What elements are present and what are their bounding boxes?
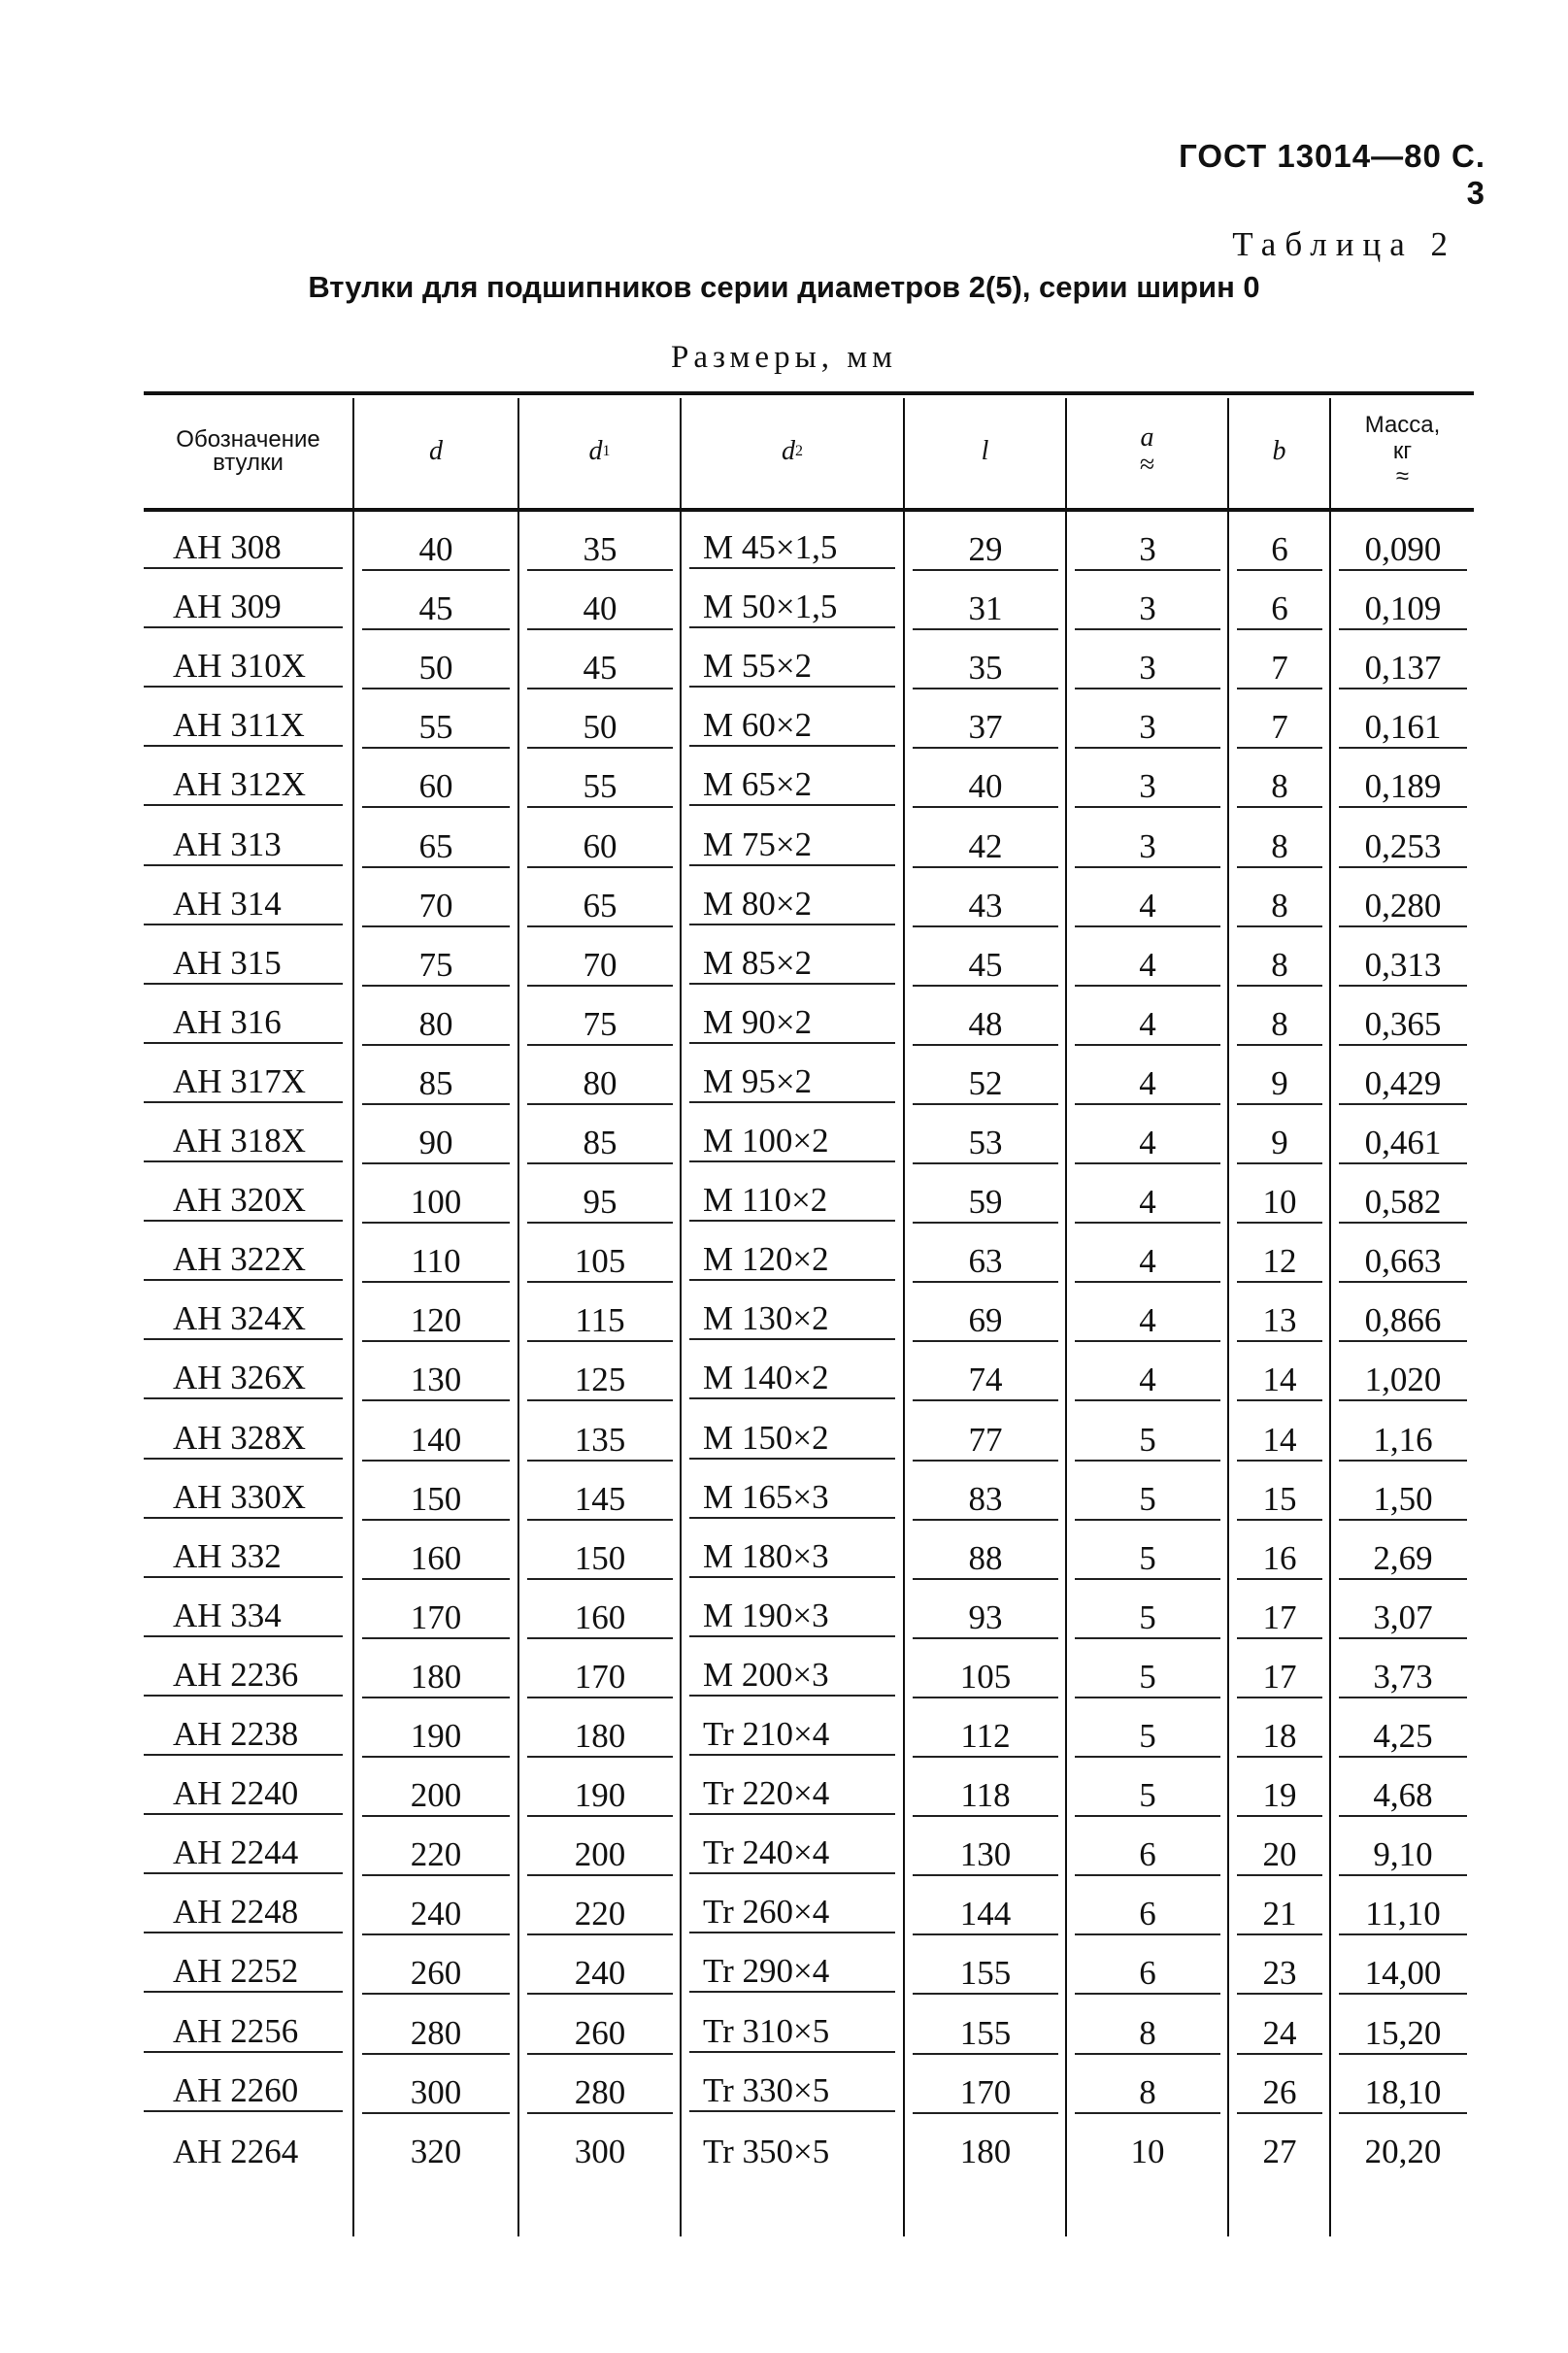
table-row	[144, 756, 1474, 815]
table-row	[144, 519, 1474, 578]
cell-d: 120	[362, 1290, 510, 1342]
cell-l: 42	[913, 816, 1058, 868]
cell-a: 10	[1130, 2132, 1165, 2170]
cell-l: 52	[913, 1053, 1058, 1105]
cell-b: 19	[1237, 1765, 1322, 1817]
table-top-rule	[144, 391, 1474, 395]
cell-b: 9	[1237, 1112, 1322, 1164]
cell-a: 4	[1075, 934, 1220, 987]
cell-b: 6	[1237, 519, 1322, 571]
cell-d1: 170	[527, 1646, 673, 1698]
cell-d2: М 110×2	[689, 1171, 895, 1222]
cell-d1: 115	[527, 1290, 673, 1342]
cell-l: 59	[913, 1171, 1058, 1224]
cell-designation: АН 332	[144, 1528, 343, 1578]
cell-b: 10	[1237, 1171, 1322, 1224]
cell-a: 5	[1075, 1528, 1220, 1580]
cell-d: 40	[362, 519, 510, 571]
cell-l: 144	[913, 1883, 1058, 1935]
cell-mass: 20,20	[1364, 2132, 1442, 2170]
cell-b: 15	[1237, 1468, 1322, 1521]
table-row	[144, 2062, 1474, 2121]
table-row	[144, 2121, 1474, 2180]
cell-d1: 75	[527, 993, 673, 1046]
cell-d2: М 150×2	[689, 1409, 895, 1460]
cell-d1: 50	[527, 696, 673, 749]
table-row	[144, 1112, 1474, 1171]
cell-mass: 4,25	[1339, 1705, 1467, 1758]
cell-designation: АН 2244	[144, 1824, 343, 1874]
cell-d: 50	[362, 637, 510, 689]
cell-l: 29	[913, 519, 1058, 571]
cell-b: 24	[1237, 2002, 1322, 2055]
table-row	[144, 696, 1474, 756]
cell-mass: 0,313	[1339, 934, 1467, 987]
cell-d: 60	[362, 756, 510, 808]
cell-a: 6	[1075, 1942, 1220, 1995]
cell-b: 17	[1237, 1646, 1322, 1698]
cell-mass: 1,50	[1339, 1468, 1467, 1521]
cell-d1: 60	[527, 816, 673, 868]
table-row	[144, 1171, 1474, 1230]
cell-mass: 0,866	[1339, 1290, 1467, 1342]
cell-d1: 200	[527, 1824, 673, 1876]
header-mass-line2: кг	[1392, 437, 1413, 464]
table-row	[144, 1705, 1474, 1765]
header-a-approx: ≈	[1139, 450, 1155, 480]
cell-d: 90	[362, 1112, 510, 1164]
cell-a: 5	[1075, 1646, 1220, 1698]
cell-a: 3	[1075, 519, 1220, 571]
cell-d2: М 45×1,5	[689, 519, 895, 569]
cell-designation: АН 312Х	[144, 756, 343, 806]
header-a-symbol: a	[1140, 422, 1154, 453]
cell-l: 63	[913, 1230, 1058, 1283]
cell-d1: 85	[527, 1112, 673, 1164]
cell-d: 150	[362, 1468, 510, 1521]
cell-l: 112	[913, 1705, 1058, 1758]
table-row	[144, 1468, 1474, 1528]
cell-d2: Tr 220×4	[689, 1765, 895, 1815]
cell-b: 20	[1237, 1824, 1322, 1876]
cell-mass: 15,20	[1339, 2002, 1467, 2055]
cell-d: 85	[362, 1053, 510, 1105]
header-a	[1067, 398, 1227, 505]
cell-d: 320	[410, 2132, 462, 2170]
cell-a: 5	[1075, 1705, 1220, 1758]
cell-l: 74	[913, 1349, 1058, 1401]
header-b-symbol: b	[1272, 436, 1286, 466]
cell-mass: 1,020	[1339, 1349, 1467, 1401]
cell-mass: 4,68	[1339, 1765, 1467, 1817]
cell-d: 140	[362, 1409, 510, 1462]
cell-mass: 14,00	[1339, 1942, 1467, 1995]
cell-d1: 190	[527, 1765, 673, 1817]
cell-b: 23	[1237, 1942, 1322, 1995]
cell-designation: АН 313	[144, 816, 343, 866]
header-d1-symbol: d	[588, 436, 603, 466]
cell-mass: 0,189	[1339, 756, 1467, 808]
header-d1-subscript: 1	[602, 443, 611, 459]
cell-mass: 0,161	[1339, 696, 1467, 749]
table-row	[144, 1883, 1474, 1942]
header-l-symbol: l	[981, 436, 989, 466]
cell-mass: 3,73	[1339, 1646, 1467, 1698]
cell-d2: М 80×2	[689, 875, 895, 925]
header-d	[354, 398, 517, 505]
cell-b: 14	[1237, 1349, 1322, 1401]
cell-mass: 0,429	[1339, 1053, 1467, 1105]
cell-b: 13	[1237, 1290, 1322, 1342]
table-row	[144, 578, 1474, 637]
cell-d1: 135	[527, 1409, 673, 1462]
cell-d1: 260	[527, 2002, 673, 2055]
cell-d2: Tr 260×4	[689, 1883, 895, 1933]
cell-b: 8	[1237, 993, 1322, 1046]
cell-a: 4	[1075, 1112, 1220, 1164]
cell-designation: АН 320Х	[144, 1171, 343, 1222]
cell-mass: 0,090	[1339, 519, 1467, 571]
cell-d: 190	[362, 1705, 510, 1758]
cell-l: 155	[913, 1942, 1058, 1995]
cell-d2: Tr 290×4	[689, 1942, 895, 1993]
header-d2	[682, 398, 903, 505]
cell-l: 43	[913, 875, 1058, 927]
cell-d1: 40	[527, 578, 673, 630]
cell-d1: 35	[527, 519, 673, 571]
cell-b: 27	[1262, 2132, 1297, 2170]
cell-b: 7	[1237, 696, 1322, 749]
cell-mass: 9,10	[1339, 1824, 1467, 1876]
cell-l: 45	[913, 934, 1058, 987]
cell-b: 26	[1237, 2062, 1322, 2114]
cell-l: 48	[913, 993, 1058, 1046]
cell-designation: АН 310Х	[144, 637, 343, 688]
cell-b: 9	[1237, 1053, 1322, 1105]
cell-d1: 160	[527, 1587, 673, 1639]
cell-d2: Tr 240×4	[689, 1824, 895, 1874]
cell-mass: 0,582	[1339, 1171, 1467, 1224]
cell-b: 14	[1237, 1409, 1322, 1462]
cell-d: 280	[362, 2002, 510, 2055]
table-row	[144, 1646, 1474, 1705]
cell-designation: АН 311Х	[144, 696, 343, 747]
cell-d2: М 55×2	[689, 637, 895, 688]
cell-l: 118	[913, 1765, 1058, 1817]
page-header: ГОСТ 13014—80 С. 3	[1179, 138, 1485, 211]
cell-d1: 150	[527, 1528, 673, 1580]
cell-l: 40	[913, 756, 1058, 808]
cell-d1: 180	[527, 1705, 673, 1758]
cell-a: 4	[1075, 993, 1220, 1046]
cell-a: 8	[1075, 2002, 1220, 2055]
cell-d2: М 65×2	[689, 756, 895, 806]
cell-b: 6	[1237, 578, 1322, 630]
cell-d2: М 85×2	[689, 934, 895, 985]
cell-d2: Tr 330×5	[689, 2062, 895, 2112]
cell-designation: АН 309	[144, 578, 343, 628]
header-bottom-rule	[144, 508, 1474, 512]
cell-d1: 145	[527, 1468, 673, 1521]
cell-a: 8	[1075, 2062, 1220, 2114]
cell-a: 3	[1075, 816, 1220, 868]
cell-mass: 3,07	[1339, 1587, 1467, 1639]
header-l	[905, 398, 1065, 505]
cell-d: 160	[362, 1528, 510, 1580]
cell-designation: АН 322Х	[144, 1230, 343, 1281]
cell-designation: АН 324Х	[144, 1290, 343, 1340]
cell-a: 4	[1075, 1171, 1220, 1224]
table-row	[144, 1765, 1474, 1824]
cell-a: 4	[1075, 1053, 1220, 1105]
cell-d1: 280	[527, 2062, 673, 2114]
cell-d: 100	[362, 1171, 510, 1224]
cell-designation: АН 2260	[144, 2062, 343, 2112]
cell-l: 37	[913, 696, 1058, 749]
cell-d2: Tr 310×5	[689, 2002, 895, 2053]
table-row	[144, 637, 1474, 696]
cell-d: 240	[362, 1883, 510, 1935]
cell-a: 5	[1075, 1409, 1220, 1462]
cell-l: 31	[913, 578, 1058, 630]
cell-d: 75	[362, 934, 510, 987]
cell-d1: 45	[527, 637, 673, 689]
cell-a: 5	[1075, 1468, 1220, 1521]
cell-d2: М 140×2	[689, 1349, 895, 1399]
cell-mass: 0,137	[1339, 637, 1467, 689]
table-row	[144, 1409, 1474, 1468]
cell-d: 55	[362, 696, 510, 749]
table-row	[144, 2002, 1474, 2062]
cell-d: 220	[362, 1824, 510, 1876]
cell-designation: АН 2252	[144, 1942, 343, 1993]
cell-b: 7	[1237, 637, 1322, 689]
cell-a: 4	[1075, 1290, 1220, 1342]
cell-designation: АН 2264	[173, 2132, 299, 2170]
table-row	[144, 1824, 1474, 1883]
cell-d2: М 100×2	[689, 1112, 895, 1162]
header-d-symbol: d	[429, 436, 443, 466]
cell-a: 3	[1075, 696, 1220, 749]
cell-b: 12	[1237, 1230, 1322, 1283]
cell-a: 4	[1075, 1349, 1220, 1401]
cell-designation: АН 328Х	[144, 1409, 343, 1460]
cell-designation: АН 2248	[144, 1883, 343, 1933]
cell-l: 105	[913, 1646, 1058, 1698]
cell-b: 8	[1237, 816, 1322, 868]
header-designation-line1: Обозначение	[176, 426, 320, 453]
table-row	[144, 1528, 1474, 1587]
cell-b: 8	[1237, 934, 1322, 987]
cell-designation: АН 314	[144, 875, 343, 925]
cell-d1: 105	[527, 1230, 673, 1283]
cell-d: 180	[362, 1646, 510, 1698]
header-mass-approx: ≈	[1395, 463, 1410, 490]
cell-d1: 65	[527, 875, 673, 927]
cell-d2: М 180×3	[689, 1528, 895, 1578]
table-row	[144, 1942, 1474, 2001]
cell-d: 130	[362, 1349, 510, 1401]
cell-a: 5	[1075, 1765, 1220, 1817]
cell-a: 5	[1075, 1587, 1220, 1639]
header-designation	[144, 398, 352, 505]
header-designation-line2: втулки	[213, 450, 284, 476]
cell-mass: 0,280	[1339, 875, 1467, 927]
cell-d2: М 165×3	[689, 1468, 895, 1519]
cell-d: 300	[362, 2062, 510, 2114]
table-row	[144, 1290, 1474, 1349]
cell-d2: М 95×2	[689, 1053, 895, 1103]
cell-d: 260	[362, 1942, 510, 1995]
cell-l: 180	[959, 2132, 1012, 2170]
cell-d1: 220	[527, 1883, 673, 1935]
cell-b: 8	[1237, 756, 1322, 808]
cell-mass: 0,109	[1339, 578, 1467, 630]
cell-d: 110	[362, 1230, 510, 1283]
cell-b: 8	[1237, 875, 1322, 927]
cell-mass: 1,16	[1339, 1409, 1467, 1462]
cell-l: 53	[913, 1112, 1058, 1164]
cell-l: 93	[913, 1587, 1058, 1639]
cell-designation: АН 2236	[144, 1646, 343, 1697]
cell-designation: АН 326Х	[144, 1349, 343, 1399]
cell-l: 155	[913, 2002, 1058, 2055]
cell-b: 16	[1237, 1528, 1322, 1580]
cell-designation: АН 330Х	[144, 1468, 343, 1519]
cell-b: 18	[1237, 1705, 1322, 1758]
cell-d1: 95	[527, 1171, 673, 1224]
cell-d: 170	[362, 1587, 510, 1639]
cell-d2: Tr 210×4	[689, 1705, 895, 1756]
cell-l: 88	[913, 1528, 1058, 1580]
cell-designation: АН 317Х	[144, 1053, 343, 1103]
cell-a: 6	[1075, 1824, 1220, 1876]
cell-a: 3	[1075, 637, 1220, 689]
table-units: Размеры, мм	[670, 340, 898, 375]
cell-l: 83	[913, 1468, 1058, 1521]
header-mass-line1: Масса,	[1364, 412, 1441, 439]
cell-d2: М 190×3	[689, 1587, 895, 1637]
cell-d2: М 90×2	[689, 993, 895, 1044]
cell-l: 170	[913, 2062, 1058, 2114]
cell-d2: Tr 350×5	[703, 2132, 830, 2170]
header-b	[1229, 398, 1329, 505]
cell-b: 17	[1237, 1587, 1322, 1639]
cell-d2: М 50×1,5	[689, 578, 895, 628]
cell-d1: 240	[527, 1942, 673, 1995]
cell-d2: М 200×3	[689, 1646, 895, 1697]
cell-mass: 18,10	[1339, 2062, 1467, 2114]
table-row	[144, 1349, 1474, 1408]
cell-l: 77	[913, 1409, 1058, 1462]
cell-d2: М 75×2	[689, 816, 895, 866]
cell-d: 80	[362, 993, 510, 1046]
table-row	[144, 875, 1474, 934]
cell-mass: 0,461	[1339, 1112, 1467, 1164]
cell-d1: 80	[527, 1053, 673, 1105]
cell-d: 70	[362, 875, 510, 927]
header-mass	[1331, 398, 1474, 505]
cell-a: 3	[1075, 578, 1220, 630]
cell-b: 21	[1237, 1883, 1322, 1935]
header-d2-symbol: d	[782, 436, 795, 466]
cell-designation: АН 318Х	[144, 1112, 343, 1162]
cell-designation: АН 2238	[144, 1705, 343, 1756]
table-number: Таблица 2	[1232, 225, 1456, 263]
cell-d1: 55	[527, 756, 673, 808]
header-d2-subscript: 2	[795, 443, 803, 459]
cell-d2: М 130×2	[689, 1290, 895, 1340]
cell-mass: 11,10	[1339, 1883, 1467, 1935]
cell-designation: АН 316	[144, 993, 343, 1044]
table-row	[144, 816, 1474, 875]
cell-mass: 0,663	[1339, 1230, 1467, 1283]
cell-d2: М 60×2	[689, 696, 895, 747]
cell-l: 69	[913, 1290, 1058, 1342]
cell-d1: 125	[527, 1349, 673, 1401]
cell-d: 65	[362, 816, 510, 868]
cell-d1: 70	[527, 934, 673, 987]
cell-mass: 0,365	[1339, 993, 1467, 1046]
cell-d2: М 120×2	[689, 1230, 895, 1281]
table-title: Втулки для подшипников серии диаметров 2(5), серии ширин 0	[308, 270, 1260, 304]
cell-a: 4	[1075, 1230, 1220, 1283]
table-row	[144, 993, 1474, 1053]
cell-mass: 2,69	[1339, 1528, 1467, 1580]
cell-designation: АН 334	[144, 1587, 343, 1637]
cell-designation: АН 315	[144, 934, 343, 985]
header-d1	[519, 398, 680, 505]
table-row	[144, 1230, 1474, 1290]
cell-l: 35	[913, 637, 1058, 689]
sleeve-dimensions-table	[144, 391, 1474, 2236]
table-row	[144, 1587, 1474, 1646]
cell-a: 6	[1075, 1883, 1220, 1935]
cell-designation: АН 2256	[144, 2002, 343, 2053]
cell-a: 3	[1075, 756, 1220, 808]
table-row	[144, 934, 1474, 993]
cell-designation: АН 2240	[144, 1765, 343, 1815]
cell-a: 4	[1075, 875, 1220, 927]
cell-mass: 0,253	[1339, 816, 1467, 868]
cell-designation: АН 308	[144, 519, 343, 569]
cell-d1: 300	[574, 2132, 626, 2170]
table-row	[144, 1053, 1474, 1112]
cell-d: 200	[362, 1765, 510, 1817]
cell-d: 45	[362, 578, 510, 630]
cell-l: 130	[913, 1824, 1058, 1876]
